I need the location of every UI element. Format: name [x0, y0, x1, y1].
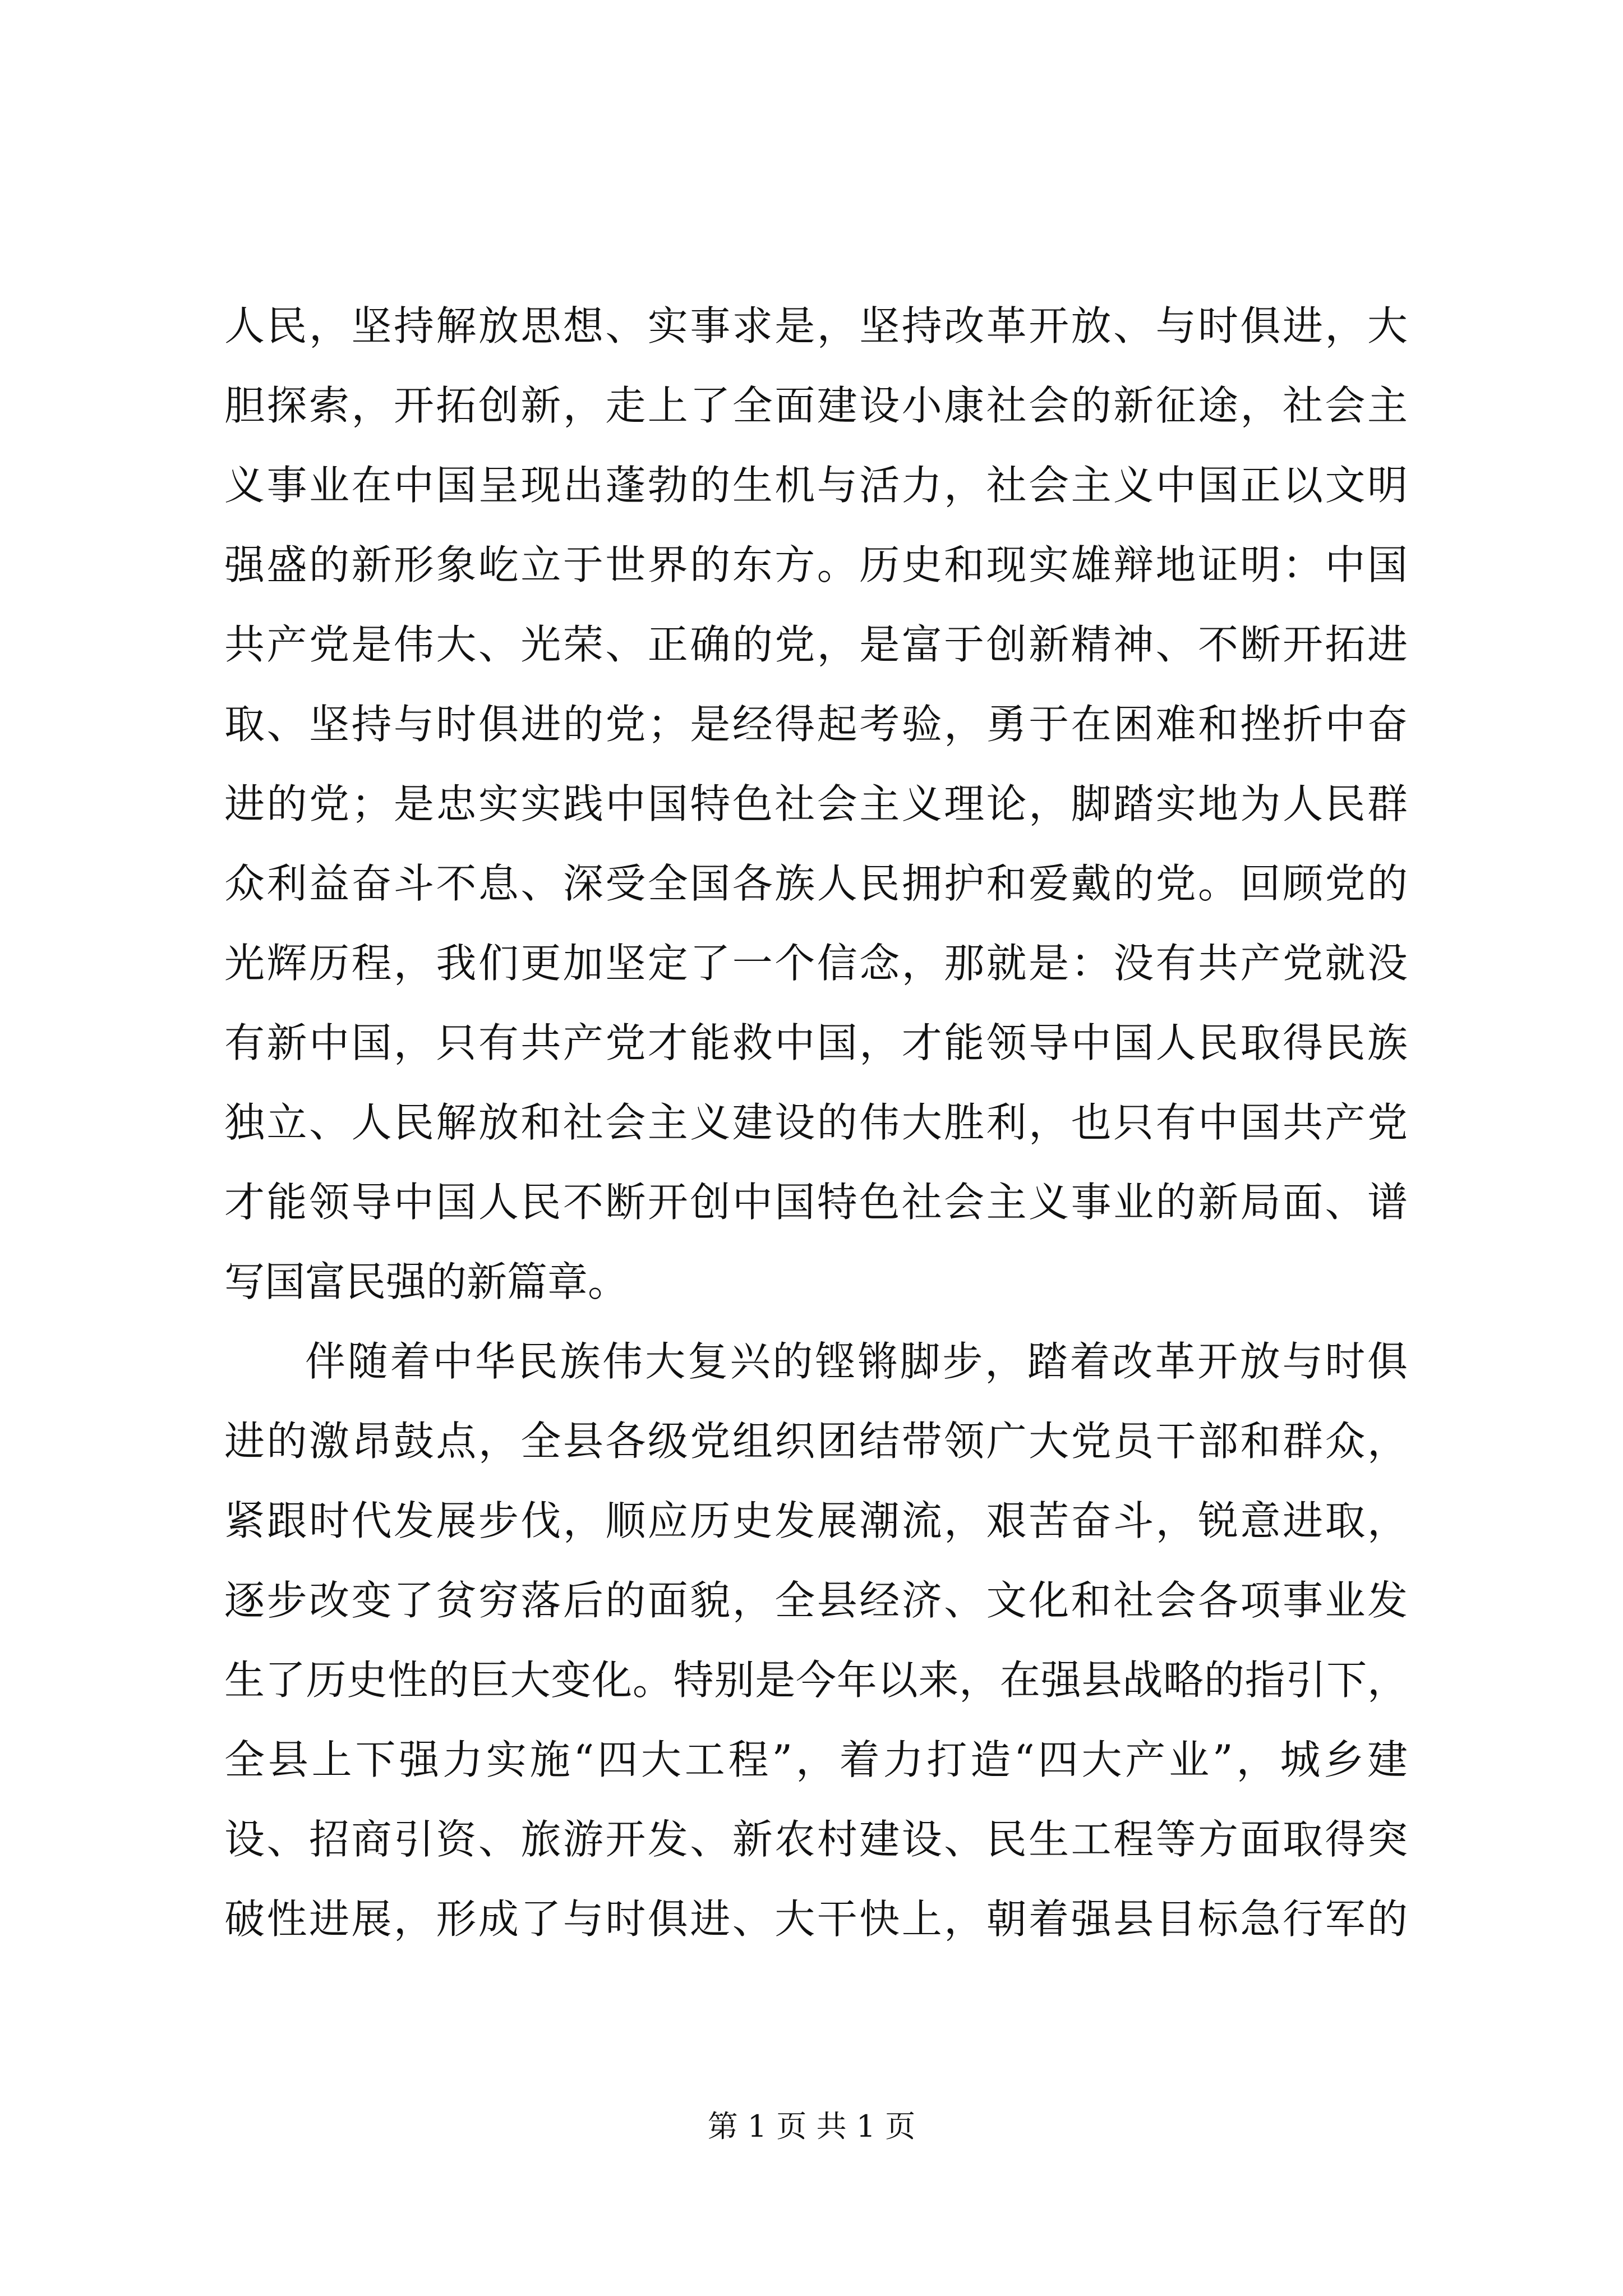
text-line: 有新中国，只有共产党才能救中国，才能领导中国人民取得民族: [224, 1019, 1408, 1066]
text-line: 写国富民强的新篇章。: [224, 1258, 629, 1305]
text-line: 取、坚持与时俱进的党；是经得起考验，勇于在困难和挫折中奋: [224, 701, 1408, 748]
text-line: 全县上下强力实施“四大工程”，着力打造“四大产业”，城乡建: [224, 1736, 1408, 1783]
text-line: 人民，坚持解放思想、实事求是，坚持改革开放、与时俱进，大: [224, 302, 1408, 349]
text-line: 进的激昂鼓点，全县各级党组织团结带领广大党员干部和群众，: [224, 1418, 1408, 1465]
body-text: [224, 286, 1408, 1959]
text-line: 破性进展，形成了与时俱进、大干快上，朝着强县目标急行军的: [224, 1895, 1408, 1943]
page-footer: 第 1 页 共 1 页: [707, 2109, 916, 2144]
text-line: 共产党是伟大、光荣、正确的党，是富于创新精神、不断开拓进: [224, 621, 1408, 668]
text-line: 胆探索，开拓创新，走上了全面建设小康社会的新征途，社会主: [224, 382, 1408, 429]
text-line: 独立、人民解放和社会主义建设的伟大胜利，也只有中国共产党: [224, 1099, 1408, 1146]
text-line: 光辉历程，我们更加坚定了一个信念，那就是：没有共产党就没: [224, 940, 1408, 987]
text-line: 紧跟时代发展步伐，顺应历史发展潮流，艰苦奋斗，锐意进取，: [224, 1497, 1408, 1544]
text-line: 进的党；是忠实实践中国特色社会主义理论，脚踏实地为人民群: [224, 780, 1408, 827]
text-line: 生了历史性的巨大变化。特别是今年以来，在强县战略的指引下，: [224, 1657, 1408, 1704]
text-line: 伴随着中华民族伟大复兴的铿锵脚步，踏着改革开放与时俱: [305, 1338, 1408, 1385]
text-line: 才能领导中国人民不断开创中国特色社会主义事业的新局面、谱: [224, 1179, 1408, 1226]
text-line: 义事业在中国呈现出蓬勃的生机与活力，社会主义中国正以文明: [224, 462, 1408, 509]
text-line: 众利益奋斗不息、深受全国各族人民拥护和爱戴的党。回顾党的: [224, 860, 1408, 907]
text-line: 逐步改变了贫穷落后的面貌，全县经济、文化和社会各项事业发: [224, 1577, 1408, 1624]
text-line: 设、招商引资、旅游开发、新农村建设、民生工程等方面取得突: [224, 1816, 1408, 1863]
text-line: 强盛的新形象屹立于世界的东方。历史和现实雄辩地证明：中国: [224, 541, 1408, 588]
